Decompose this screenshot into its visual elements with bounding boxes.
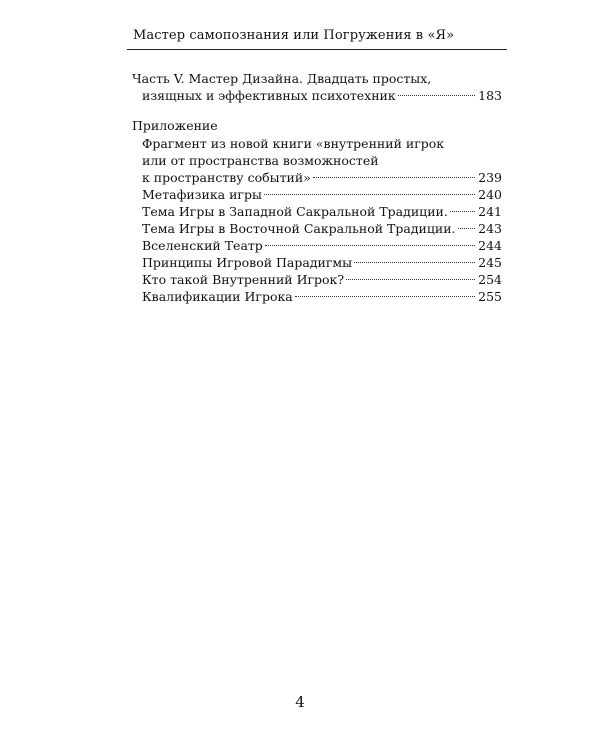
toc-entry (132, 220, 502, 237)
toc-page-number: 183 (478, 88, 502, 103)
toc-entry-title: изящных и эффективных психотехник (142, 88, 396, 103)
toc-entry-title: Часть V. Мастер Дизайна. Двадцать простых, (132, 71, 432, 86)
dot-leader (458, 228, 476, 229)
dot-leader (265, 245, 475, 246)
toc-page-number: 243 (478, 221, 502, 236)
toc-entry-line (132, 237, 502, 254)
toc-entry-title: Кто такой Внутренний Игрок? (142, 272, 345, 287)
toc-entry-line (132, 152, 502, 169)
toc-entry-line (132, 271, 502, 288)
dot-leader (450, 211, 475, 212)
dot-leader (295, 296, 475, 297)
toc-entry-line (132, 288, 502, 305)
toc-entry-title: Фрагмент из новой книги «внутренний игрок (142, 136, 445, 151)
dot-leader (354, 262, 475, 263)
toc-entry (132, 135, 502, 186)
page-number: 4 (295, 693, 305, 711)
header-rule (127, 49, 507, 50)
toc-entry-title: Тема Игры в Западной Сакральной Традиции. (142, 204, 448, 219)
toc-entry (132, 203, 502, 220)
toc-page-number: 245 (478, 255, 502, 270)
dot-leader (264, 194, 475, 195)
toc-entry (132, 254, 502, 271)
toc-entry-line (132, 70, 502, 87)
toc-page-number: 254 (478, 272, 502, 287)
toc-entry-title: или от пространства возможностей (142, 153, 379, 168)
dot-leader (313, 177, 475, 178)
toc-entry-part5 (132, 70, 502, 104)
toc-entry-line (132, 87, 502, 104)
toc-page-number: 239 (478, 170, 502, 185)
table-of-contents (132, 70, 502, 305)
toc-entry-title: Тема Игры в Восточной Сакральной Традиции. (142, 221, 456, 236)
toc-entry (132, 271, 502, 288)
toc-entry-line (132, 169, 502, 186)
toc-page-number: 255 (478, 289, 502, 304)
dot-leader (398, 95, 475, 96)
toc-entry-line (132, 220, 502, 237)
toc-entry-title: Принципы Игровой Парадигмы (142, 255, 353, 270)
toc-entry-title: Квалификации Игрока (142, 289, 293, 304)
toc-entry-line (132, 254, 502, 271)
toc-entry-line (132, 203, 502, 220)
spacer (132, 104, 502, 117)
toc-entry-line (132, 135, 502, 152)
toc-entry-title: к пространству событий» (142, 170, 311, 185)
toc-entry-title: Метафизика игры (142, 187, 262, 202)
toc-entry (132, 237, 502, 254)
toc-page-number: 244 (478, 238, 502, 253)
dot-leader (346, 279, 475, 280)
toc-section-title: Приложение (132, 118, 218, 133)
toc-entry-line (132, 186, 502, 203)
toc-page-number: 241 (478, 204, 502, 219)
toc-page-number: 240 (478, 187, 502, 202)
toc-entry-title: Вселенский Театр (142, 238, 263, 253)
toc-entry (132, 288, 502, 305)
toc-entry (132, 186, 502, 203)
running-header: Мастер самопознания или Погружения в «Я» (133, 28, 455, 43)
